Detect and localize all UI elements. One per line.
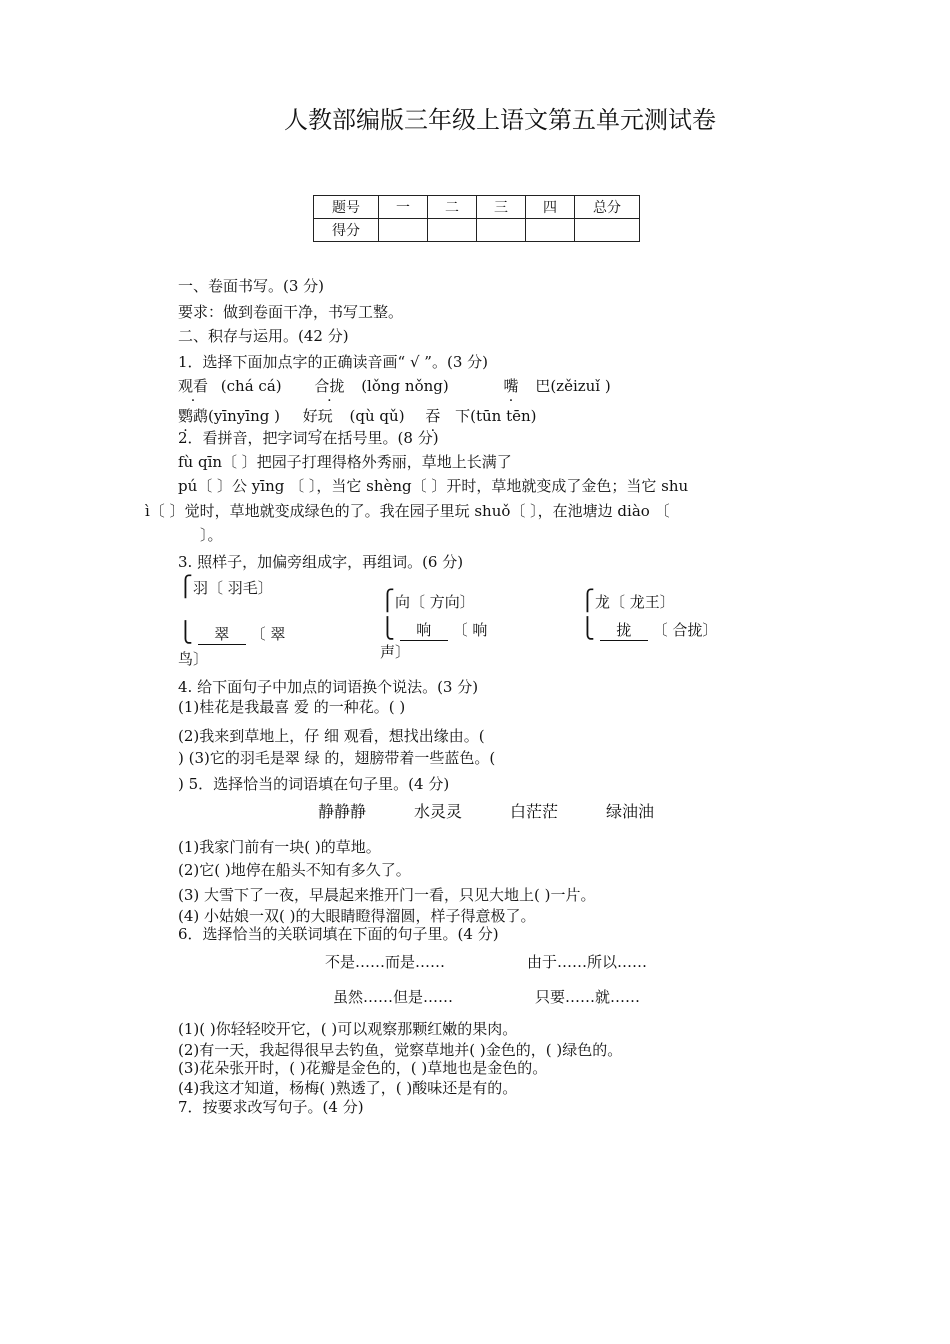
- q2-line2[interactable]: pú〔 〕公 yīng 〔 〕，当它 shèng〔 〕开时，草地就变成了金色；当它 shu: [178, 477, 689, 495]
- section2-heading: 二、积存与运用。(42 分): [178, 327, 349, 345]
- q5-word-bank: [318, 799, 702, 822]
- q5-sentence2[interactable]: (2)它( )地停在船头不知有多久了。: [178, 861, 411, 879]
- score-header-cell: 二: [428, 196, 477, 219]
- q7-stem: 7．按要求改写句子。(4 分): [178, 1098, 364, 1116]
- score-header-cell: 四: [526, 196, 575, 219]
- q3-answer-word[interactable]: 〔 响: [452, 621, 488, 639]
- q6-conj-option: 由于……所以……: [527, 953, 648, 971]
- q6-sentence1[interactable]: (1)( )你轻轻咬开它，( )可以观察那颗红嫩的果肉。: [178, 1020, 518, 1038]
- q3-group-a-answer: [178, 622, 285, 645]
- score-input-cell[interactable]: [379, 219, 428, 242]
- q6-conj-option: 虽然……但是……: [333, 988, 454, 1006]
- score-header-cell: 总分: [575, 196, 640, 219]
- q1-word: 好玩: [302, 407, 333, 425]
- q1-word: 嘴: [503, 377, 519, 395]
- brace-icon: ⎧: [380, 588, 395, 612]
- brace-icon: ⎧: [580, 588, 595, 612]
- q6-conj-option: 不是……而是……: [325, 953, 446, 971]
- q1-word: 鹦: [178, 407, 194, 425]
- q1-stem: 1．选择下面加点字的正确读音画“ √ ”。(3 分): [178, 353, 488, 371]
- q6-sentence3[interactable]: (3)花朵张开时，( )花瓣是金色的，( )草地也是金色的。: [178, 1059, 548, 1077]
- q4-sentence3[interactable]: ) (3)它的羽毛是翠 绿 的，翅膀带着一些蓝色。(: [178, 749, 496, 767]
- q1-word: 合拢: [314, 377, 345, 395]
- score-header-cell: 题号: [314, 196, 379, 219]
- word-option: 白茫茫: [510, 802, 559, 821]
- q3-example: 龙〔 龙王〕: [595, 593, 675, 611]
- brace-icon: ⎩: [580, 616, 595, 640]
- q3-group-b-answer: [380, 618, 487, 641]
- q1-word: 吞: [425, 407, 441, 425]
- score-header-cell: 一: [379, 196, 428, 219]
- q3-example: 向〔 方向〕: [395, 593, 475, 611]
- q5-sentence3[interactable]: (3) 大雪下了一夜，早晨起来推开门一看，只见大地上( )一片。: [178, 886, 596, 904]
- q3-group-c-answer: [580, 618, 717, 641]
- q3-group-b: [380, 590, 475, 612]
- q3-answer-word[interactable]: 〔 合拢〕: [652, 621, 718, 639]
- q1-pinyin-options[interactable]: (lǒng nǒng): [361, 377, 449, 395]
- q6-conj-option: 只要……就……: [535, 988, 641, 1006]
- score-table-score-row: [314, 219, 640, 242]
- score-row-label: 得分: [314, 219, 379, 242]
- q5-stem: ) 5．选择恰当的词语填在句子里。(4 分): [178, 775, 450, 793]
- q2-line3[interactable]: ì〔 〕觉时，草地就变成绿色的了。我在园子里玩 shuǒ〔 〕，在池塘边 diào 〔: [145, 502, 670, 520]
- q3-answer-char[interactable]: 翠: [198, 623, 246, 645]
- brace-icon: ⎩: [178, 620, 193, 644]
- q1-pinyin-options[interactable]: 巴(zěizuǐ ): [535, 377, 611, 395]
- score-table: [313, 195, 640, 242]
- q3-group-c: [580, 590, 675, 612]
- score-input-cell[interactable]: [477, 219, 526, 242]
- q1-pinyin-options[interactable]: 下(tūn tēn): [455, 407, 537, 425]
- q3-answer-char[interactable]: 响: [400, 619, 448, 641]
- word-option: 静静静: [318, 802, 367, 821]
- brace-icon: ⎧: [178, 574, 193, 598]
- q1-line1: [178, 375, 611, 396]
- brace-icon: ⎩: [380, 616, 395, 640]
- q5-sentence4[interactable]: (4) 小姑娘一双( )的大眼睛瞪得溜圆，样子得意极了。: [178, 907, 536, 925]
- q6-sentence4[interactable]: (4)我这才知道，杨梅( )熟透了，( )酸味还是有的。: [178, 1079, 518, 1097]
- score-header-cell: 三: [477, 196, 526, 219]
- word-option: 水灵灵: [414, 802, 463, 821]
- score-table-header-row: [314, 196, 640, 219]
- q4-sentence1[interactable]: (1)桂花是我最喜 爱 的一种花。( ): [178, 698, 406, 716]
- q3-example: 羽〔 羽毛〕: [193, 579, 273, 597]
- q3-answer-word-cont: 声〕: [380, 643, 411, 661]
- section1-requirement: 要求：做到卷面干净，书写工整。: [178, 303, 404, 321]
- q3-stem: 3. 照样子，加偏旁组成字，再组词。(6 分): [178, 553, 464, 571]
- section1-heading: 一、卷面书写。(3 分): [178, 277, 325, 295]
- q4-stem: 4. 给下面句子中加点的词语换个说法。(3 分): [178, 678, 479, 696]
- q6-stem: 6．选择恰当的关联词填在下面的句子里。(4 分): [178, 925, 499, 943]
- q1-line2: [178, 405, 537, 426]
- q1-pinyin-options[interactable]: (qù qǔ): [349, 407, 405, 425]
- q4-sentence2[interactable]: (2)我来到草地上，仔 细 观看，想找出缘由。(: [178, 727, 485, 745]
- q3-group-a: [178, 576, 273, 598]
- page-title: 人教部编版三年级上语文第五单元测试卷: [284, 106, 716, 134]
- score-input-cell[interactable]: [428, 219, 477, 242]
- q2-line1[interactable]: fù qīn〔 〕把园子打理得格外秀丽，草地上长满了: [178, 453, 512, 471]
- word-option: 绿油油: [606, 802, 655, 821]
- q1-word: 观看: [178, 377, 209, 395]
- q1-pinyin-options[interactable]: 鹉(yīnyīng ): [193, 407, 280, 425]
- q3-answer-word[interactable]: 〔 翠: [250, 625, 286, 643]
- q3-answer-word-cont: 鸟〕: [178, 650, 209, 668]
- q1-pinyin-options[interactable]: (chá cá): [220, 377, 282, 395]
- q6-sentence2[interactable]: (2)有一天，我起得很早去钓鱼，觉察草地并( )金色的，( )绿色的。: [178, 1041, 623, 1059]
- q3-answer-char[interactable]: 拢: [600, 619, 648, 641]
- q2-stem: 2．看拼音，把字词写在括号里。(8 分): [178, 429, 439, 447]
- score-input-cell[interactable]: [526, 219, 575, 242]
- score-input-cell[interactable]: [575, 219, 640, 242]
- q2-line4: 〕。: [200, 526, 223, 544]
- q5-sentence1[interactable]: (1)我家门前有一块( )的草地。: [178, 838, 381, 856]
